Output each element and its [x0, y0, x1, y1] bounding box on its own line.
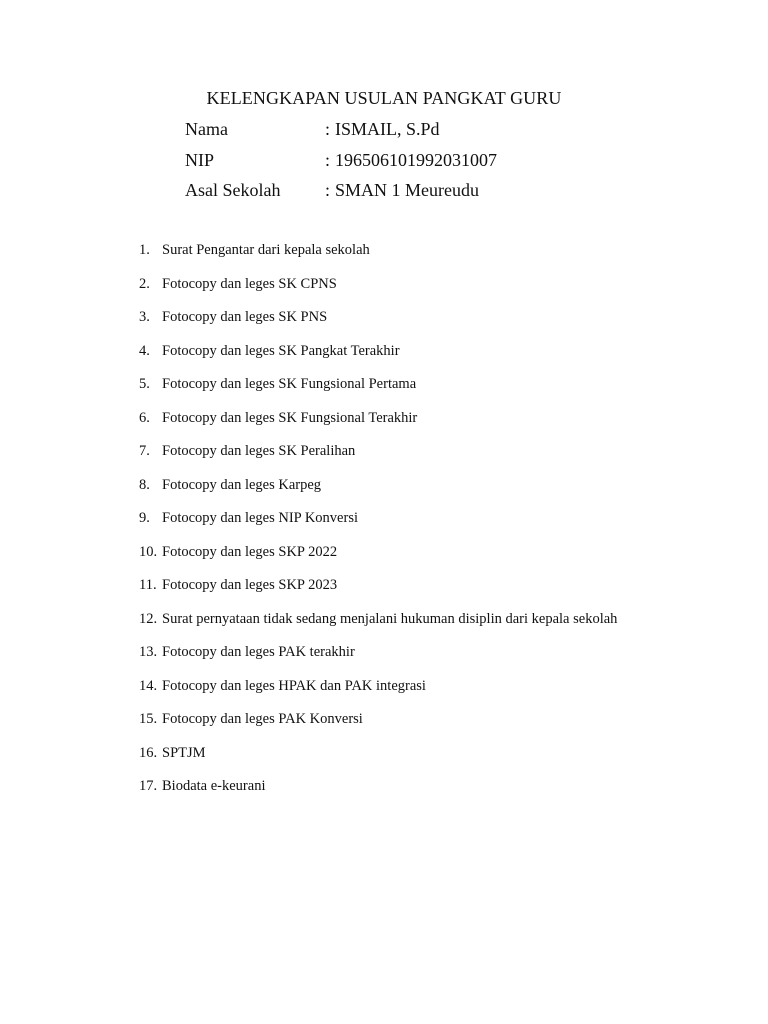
list-item: [139, 675, 739, 709]
item-text: Fotocopy dan leges SK CPNS: [162, 275, 337, 292]
info-separator: :: [325, 119, 331, 139]
item-text: Fotocopy dan leges NIP Konversi: [162, 510, 358, 526]
identity-block: [185, 117, 605, 209]
info-row-nama: [185, 117, 605, 148]
item-text: Surat Pengantar dari kepala sekolah: [162, 242, 370, 258]
item-number: 2.: [139, 275, 150, 292]
item-number: 5.: [139, 376, 150, 392]
info-value: SMAN 1 Meureudu: [335, 180, 479, 200]
list-item: [139, 541, 739, 575]
item-number: 14.: [139, 677, 158, 694]
item-number: 9.: [139, 510, 150, 526]
item-number: 7.: [139, 443, 150, 459]
info-separator: :: [325, 180, 331, 200]
info-row-nip: [185, 148, 605, 179]
item-text: Fotocopy dan leges SKP 2023: [162, 577, 338, 593]
list-item: [139, 708, 739, 742]
info-value: ISMAIL, S.Pd: [335, 119, 440, 139]
item-text: SPTJM: [162, 744, 206, 761]
list-item: [139, 373, 739, 407]
item-number: 6.: [139, 409, 150, 426]
item-number: 11.: [139, 577, 157, 593]
item-text: Fotocopy dan leges SK Pangkat Terakhir: [162, 342, 400, 359]
item-text: Fotocopy dan leges PAK Konversi: [162, 711, 363, 727]
list-item: [139, 474, 739, 508]
requirements-list: [139, 239, 739, 809]
item-number: 1.: [139, 242, 150, 258]
item-text: Fotocopy dan leges SKP 2022: [162, 543, 338, 560]
list-item: [139, 407, 739, 441]
list-item: [139, 340, 739, 374]
list-item: [139, 742, 739, 776]
list-item: [139, 641, 739, 675]
item-number: 16.: [139, 744, 158, 761]
item-text: Fotocopy dan leges SK Peralihan: [162, 443, 356, 459]
item-number: 3.: [139, 309, 150, 325]
info-label: Nama: [185, 119, 228, 139]
info-value: 196506101992031007: [335, 149, 497, 170]
list-item: [139, 775, 739, 809]
list-item: [139, 440, 739, 474]
item-text: Fotocopy dan leges SK Fungsional Pertama: [162, 376, 417, 392]
list-item: [139, 239, 739, 273]
item-text: Fotocopy dan leges PAK terakhir: [162, 644, 355, 660]
info-separator: :: [325, 149, 331, 170]
item-number: 17.: [139, 778, 158, 794]
item-text: Fotocopy dan leges SK Fungsional Terakhir: [162, 409, 418, 426]
list-item: [139, 507, 739, 541]
item-text: Fotocopy dan leges Karpeg: [162, 476, 322, 493]
item-number: 12.: [139, 610, 158, 627]
item-number: 8.: [139, 476, 150, 493]
list-item: [139, 608, 739, 642]
info-row-asal-sekolah: [185, 178, 605, 209]
item-number: 10.: [139, 543, 158, 560]
item-text: Fotocopy dan leges SK PNS: [162, 309, 328, 325]
item-text: Fotocopy dan leges HPAK dan PAK integrasi: [162, 677, 426, 694]
list-item: [139, 306, 739, 340]
item-text: Biodata e-keurani: [162, 778, 266, 794]
item-text: Surat pernyataan tidak sedang menjalani hukuman disiplin dari kepala sekolah: [162, 610, 618, 627]
document-title: KELENGKAPAN USULAN PANGKAT GURU: [206, 88, 562, 108]
list-item: [139, 574, 739, 608]
item-number: 4.: [139, 342, 150, 359]
item-number: 15.: [139, 711, 158, 727]
list-item: [139, 273, 739, 307]
item-number: 13.: [139, 644, 158, 660]
info-label: Asal Sekolah: [185, 180, 281, 200]
info-label: NIP: [185, 149, 215, 170]
